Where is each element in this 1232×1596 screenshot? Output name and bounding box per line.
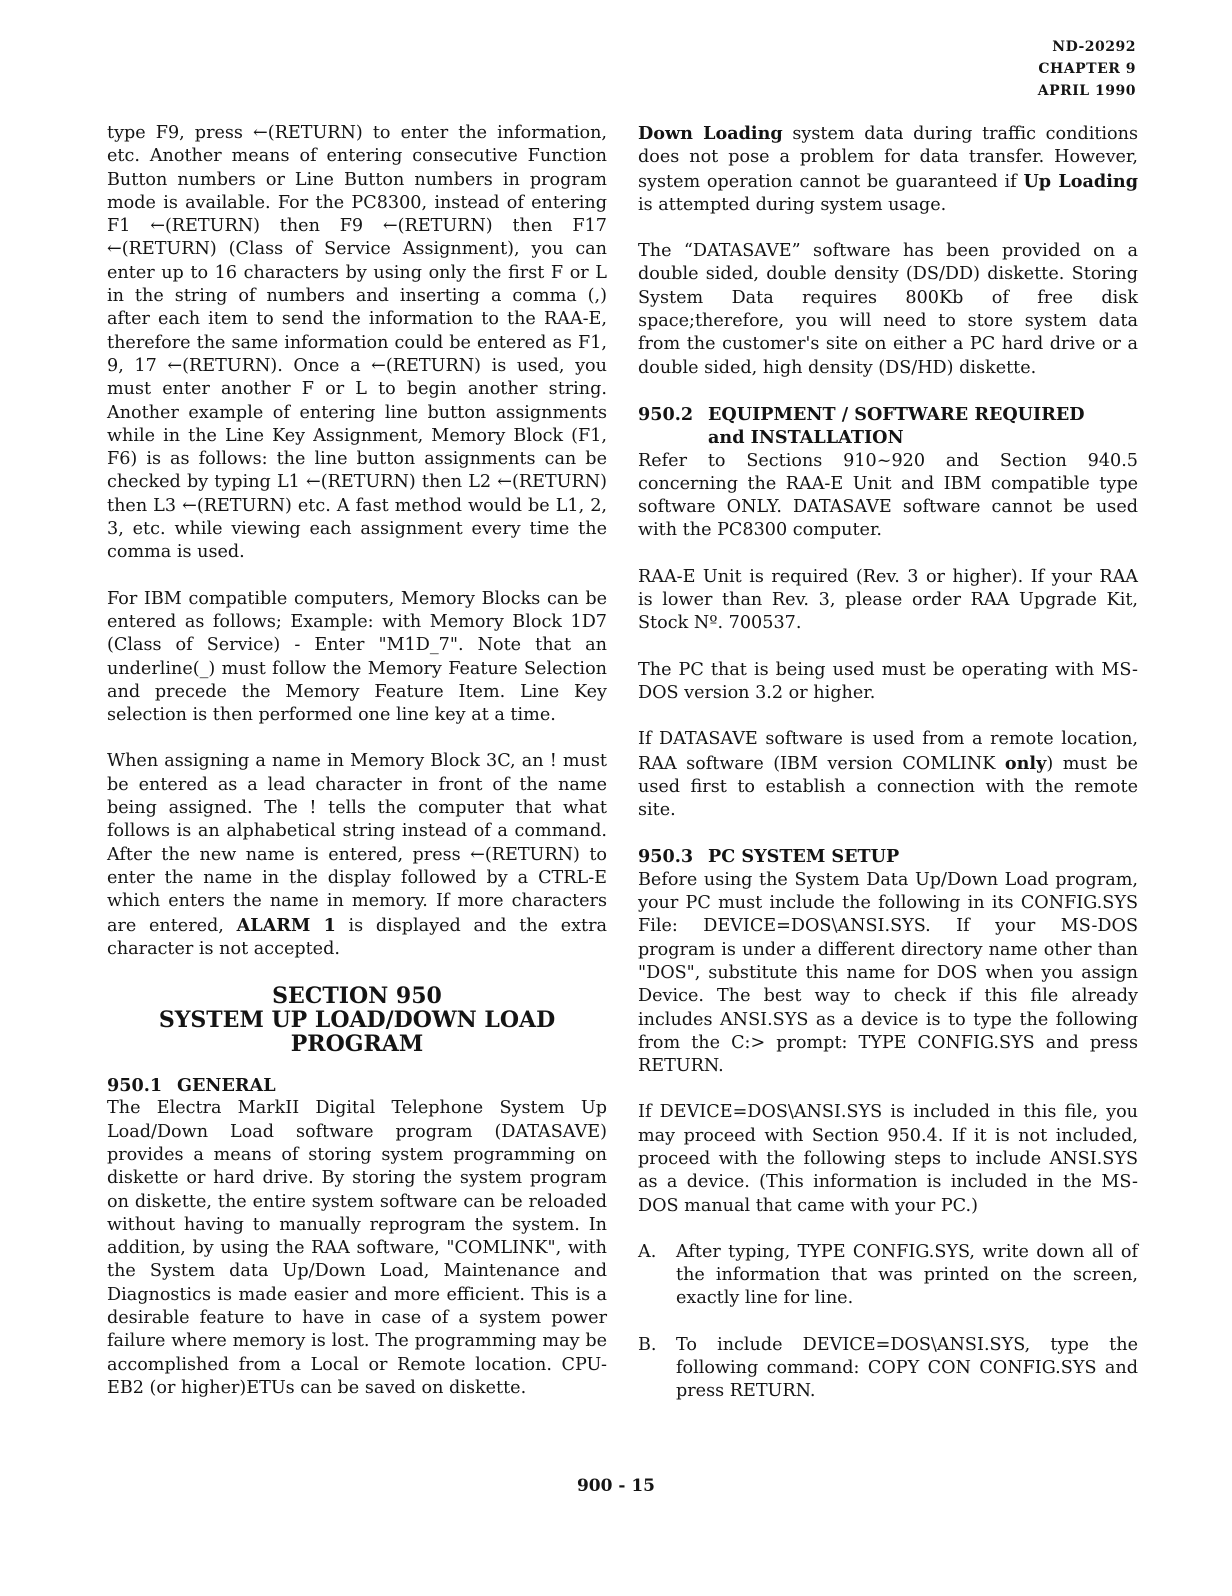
paragraph-refer-sections: Refer to Sections 910~920 and Section 940.5 concerning the RAA-E Unit and IBM compatible type software ONLY. DATASAVE software cannot be used with the PC8300 computer. bbox=[638, 450, 1138, 541]
page-number: 900 - 15 bbox=[576, 1476, 656, 1496]
document-number: ND-20292 bbox=[1052, 39, 1136, 55]
issue-date: APRIL 1990 bbox=[1037, 83, 1136, 99]
alarm-label: ALARM 1 bbox=[236, 914, 336, 936]
page-header bbox=[1038, 36, 1136, 102]
paragraph-datasave-diskette: The “DATASAVE” software has been provided on a double sided, double density (DS/DD) diskette. Storing System Data requires 800Kb of free disk space;therefore, you will need to store system data from the customer's site on either a PC hard drive or a double sided, high density (DS/HD) diskette. bbox=[638, 241, 1138, 378]
paragraph-memory-blocks: For IBM compatible computers, Memory Blocks can be entered as follows; Example: with Memory Block 1D7 (Class of Service) - Enter "M1D_7". Note that an underline(_) must follow the Memory Feature Selection and precede the Memory Feature Item. Line Key selection is then performed one line key at a time. bbox=[107, 588, 607, 726]
chapter-label: CHAPTER 9 bbox=[1038, 61, 1136, 77]
paragraph-remote-location: If DATASAVE software is used from a remote location, RAA software (IBM version COMLINK only) must be used first to establish a connection with the remote site. bbox=[638, 729, 1138, 821]
list-item-b: B. To include DEVICE=DOS\ANSI.SYS, type the following command: COPY CON CONFIG.SYS and press RETURN. bbox=[638, 1334, 1138, 1402]
left-column bbox=[107, 122, 607, 1423]
subsection-heading-equipment: 950.2 EQUIPMENT / SOFTWARE REQUIRED and INSTALLATION bbox=[638, 403, 1085, 449]
paragraph-down-loading: Down Loading system data during traffic conditions does not pose a problem for data transfer. However, system operation cannot be guaranteed if Up Loading is attempted during system usage. bbox=[638, 123, 1138, 215]
paragraph-name-assignment: When assigning a name in Memory Block 3C, an ! must be entered as a lead character in front of the name being assigned. The ! tells the computer that what follows is an alphabetical string instead of a command. After the new name is entered, press ←(RETURN) to enter the name in the display followed by a CTRL-E which enters the name in memory. If more characters are entered, ALARM 1 is displayed and the extra character is not accepted. bbox=[107, 751, 608, 959]
paragraph-ansi-sys: If DEVICE=DOS\ANSI.SYS is included in this file, you may proceed with Section 950.4. If it is not included, proceed with the following steps to include ANSI.SYS as a device. (This information is included in the MS-DOS manual that came with your PC.) bbox=[638, 1102, 1138, 1216]
section-title: SECTION 950 SYSTEM UP LOAD/DOWN LOAD PROGRAM bbox=[158, 983, 556, 1058]
list-item-a: A. After typing, TYPE CONFIG.SYS, write down all of the information that was printed on the screen, exactly line for line. bbox=[638, 1241, 1138, 1309]
paragraph-config-sys: Before using the System Data Up/Down Load program, your PC must include the following in its CONFIG.SYS File: DEVICE=DOS\ANSI.SYS. If your MS-DOS program is under a different directory name other than "DOS", substitute this name for DOS when you assign Device. The best way to check if this file already includes ANSI.SYS as a device is to type the following from the C:> prompt: TYPE CONFIG.SYS and press RETURN. bbox=[638, 869, 1138, 1077]
paragraph-general: The Electra MarkII Digital Telephone System Up Load/Down Load software program (DATASAVE) provides a means of storing system programming on diskette or hard drive. By storing the system program on diskette, the entire system software can be reloaded without having to manually reprogram the system. In addition, by using the RAA software, "COMLINK", with the System data Up/Down Load, Maintenance and Diagnostics is made easier and more efficient. This is a desirable feature to have in case of a system power failure where memory is lost. The programming may be accomplished from a Local or Remote location. CPU-EB2 (or higher)ETUs can be saved on diskette. bbox=[107, 1098, 607, 1398]
paragraph-raa-unit: RAA-E Unit is required (Rev. 3 or higher). If your RAA is lower than Rev. 3, please order RAA Upgrade Kit, Stock Nº. 700537. bbox=[638, 566, 1138, 634]
paragraph-function-buttons: type F9, press ←(RETURN) to enter the information, etc. Another means of entering consecutive Function Button numbers or Line Button numbers in program mode is available. For the PC8300, instead of entering F1 ←(RETURN) then F9 ←(RETURN) then F17 ←(RETURN) (Class of Service Assignment), you can enter up to 16 characters by using only the first F or L in the string of numbers and inserting a comma (,) after each item to send the information to the RAA-E, therefore the same information could be entered as F1, 9, 17 ←(RETURN). Once a ←(RETURN) is used, you must enter another F or L to begin another string. Another example of entering line button assignments while in the Line Key Assignment, Memory Block (F1, F6) is as follows: the line button assignments can be checked by typing L1 ←(RETURN) then L2 ←(RETURN) then L3 ←(RETURN) etc. A fast method would be L1, 2, 3, etc. while viewing each assignment every time the comma is used. bbox=[107, 123, 607, 563]
right-column bbox=[638, 122, 1138, 1427]
subsection-heading-general: 950.1 GENERAL bbox=[107, 1075, 276, 1097]
paragraph-ms-dos-version: The PC that is being used must be operating with MS-DOS version 3.2 or higher. bbox=[638, 659, 1138, 703]
subsection-heading-pc-setup: 950.3 PC SYSTEM SETUP bbox=[638, 846, 900, 868]
